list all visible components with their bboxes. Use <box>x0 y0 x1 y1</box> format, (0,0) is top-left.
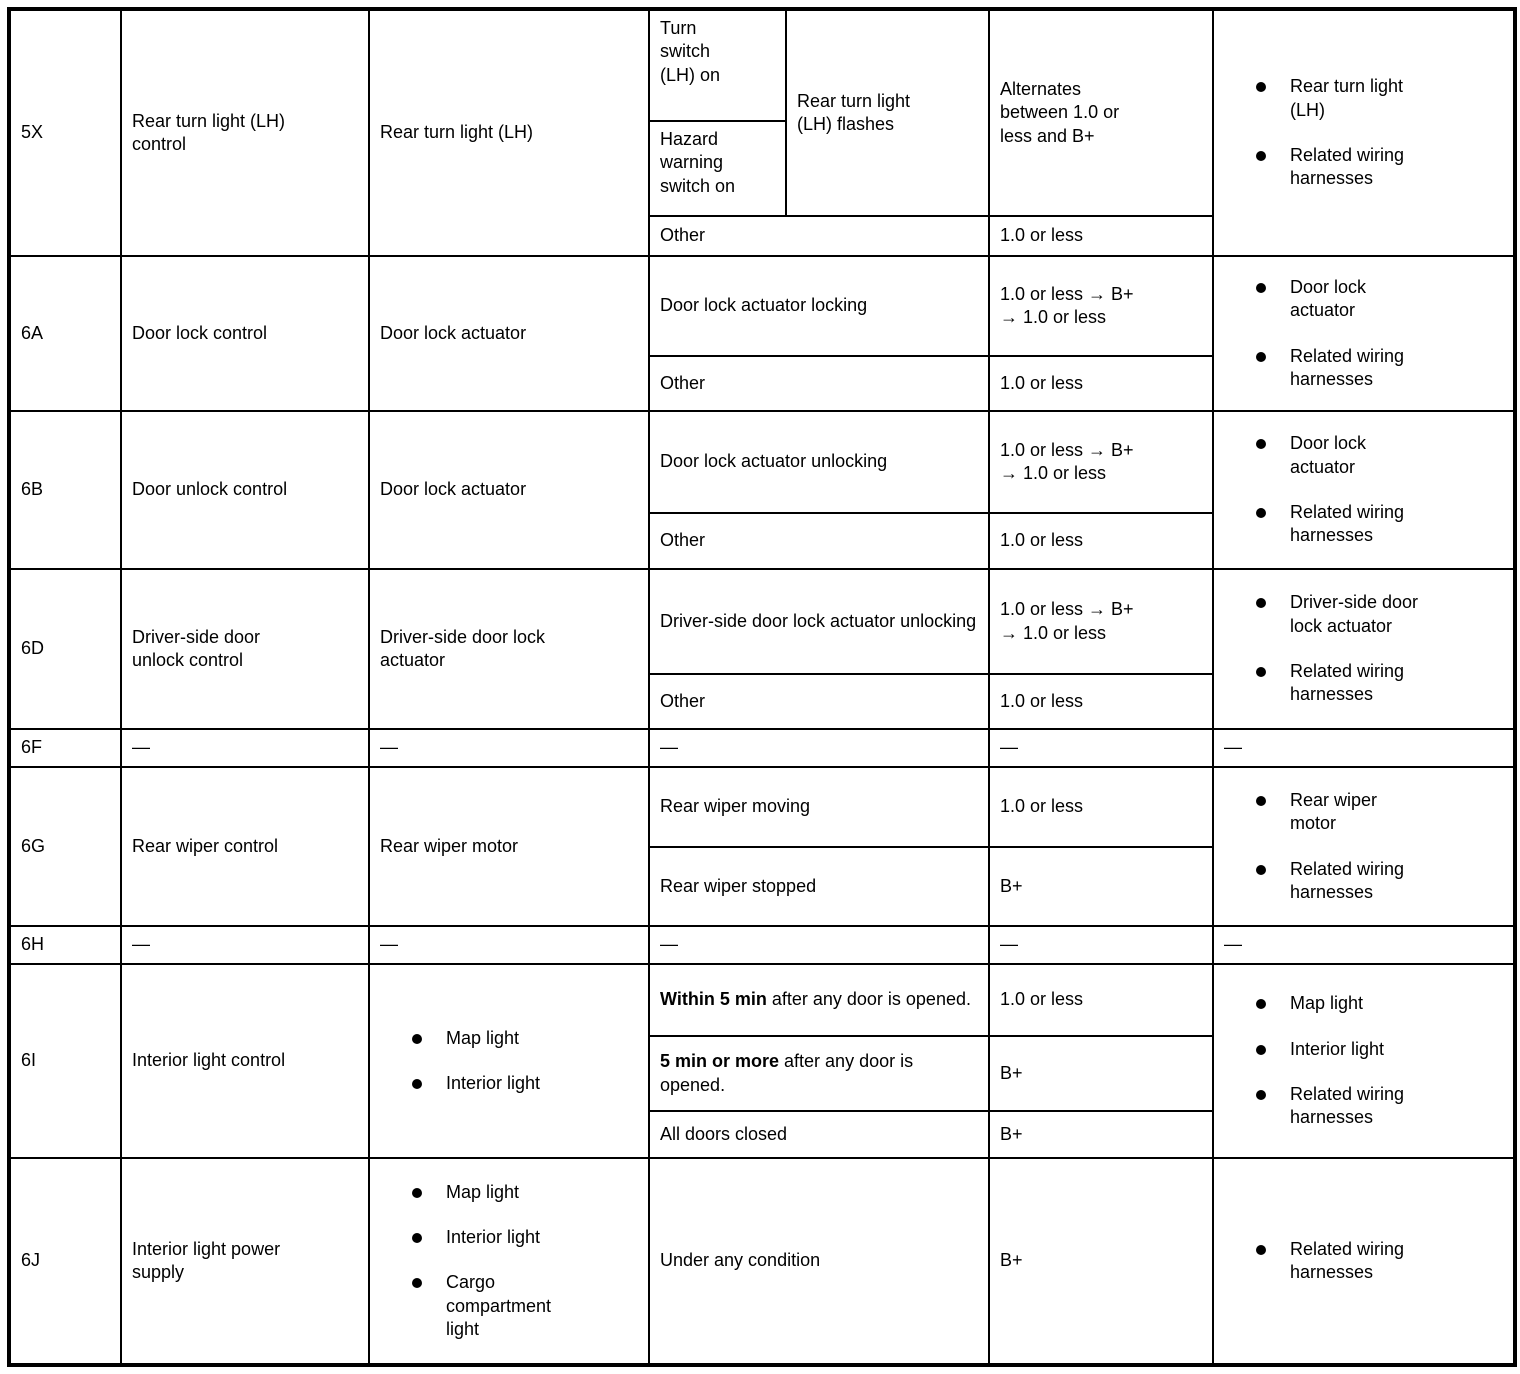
connected-to-cell: — <box>369 729 649 767</box>
condition-cell: Rear wiper stopped <box>649 847 989 926</box>
function-cell: Interior light control <box>121 964 369 1158</box>
connected-to-cell <box>369 964 649 1158</box>
list-item <box>412 1226 638 1249</box>
item-text: Related wiring harnesses <box>1290 145 1405 189</box>
item-text: Map light <box>1290 993 1364 1014</box>
bullet-icon <box>412 1233 422 1243</box>
condition-cell <box>649 121 786 216</box>
item-text: Related wiring harnesses <box>1290 661 1405 705</box>
bullet-icon <box>1256 151 1266 161</box>
bullet-icon <box>412 1079 422 1089</box>
condition-cell <box>649 964 989 1036</box>
voltage-cell: 1.0 or less <box>989 216 1213 256</box>
inspection-items-cell: — <box>1213 729 1515 767</box>
item-text: Interior light <box>446 1073 541 1093</box>
condition-cell: Other <box>649 356 989 411</box>
function-cell: — <box>121 926 369 964</box>
list-item <box>1256 591 1503 638</box>
inspection-items-cell <box>1213 411 1515 569</box>
table-row-6h <box>9 926 1515 964</box>
voltage-cell: B+ <box>989 1111 1213 1158</box>
terminal-code-cell: 6D <box>9 569 121 729</box>
connected-to-cell: Door lock actuator <box>369 256 649 411</box>
bullet-icon <box>1256 796 1266 806</box>
condition-text: after any door is opened. <box>660 1051 914 1095</box>
bullet-icon <box>1256 508 1266 518</box>
bullet-icon <box>1256 999 1266 1009</box>
table-row-6i <box>9 964 1515 1036</box>
connected-to-cell: Door lock actuator <box>369 411 649 569</box>
list-item <box>1256 660 1503 707</box>
voltage-cell: B+ <box>989 1036 1213 1111</box>
list-item <box>1256 432 1503 479</box>
function-cell <box>121 1158 369 1365</box>
list-item <box>1256 1238 1503 1285</box>
list-item <box>1256 992 1503 1015</box>
table-row-6d <box>9 569 1515 674</box>
terminal-code-cell: 6J <box>9 1158 121 1365</box>
item-text: Interior light <box>446 1226 541 1247</box>
list-item <box>1256 276 1503 323</box>
terminal-code-cell: 6B <box>9 411 121 569</box>
condition-cell: All doors closed <box>649 1111 989 1158</box>
item-text: Interior light <box>1290 1038 1385 1059</box>
voltage-text: Alternates between 1.0 or less and B+ <box>1000 78 1120 146</box>
item-text: Door lock actuator <box>1290 433 1367 477</box>
table-row-6g <box>9 767 1515 847</box>
table-row-6f <box>9 729 1515 767</box>
list-item <box>412 1027 638 1050</box>
item-text: Related wiring harnesses <box>1290 858 1405 902</box>
item-text: Related wiring harnesses <box>1290 1238 1405 1282</box>
condition-text: Rear turn light (LH) flashes <box>797 90 911 134</box>
function-cell: Door unlock control <box>121 411 369 569</box>
connected-to-cell: Rear turn light (LH) <box>369 9 649 256</box>
list-item <box>1256 75 1503 122</box>
bullet-icon <box>412 1278 422 1288</box>
condition-cell: Under any condition <box>649 1158 989 1365</box>
bullet-icon <box>412 1188 422 1198</box>
bullet-icon <box>1256 352 1266 362</box>
voltage-cell: 1.0 or less <box>989 767 1213 847</box>
table-row-6b <box>9 411 1515 513</box>
voltage-text: 1.0 or less → B+ → 1.0 or less <box>1000 439 1134 483</box>
condition-text: after any door is opened. <box>766 989 971 1010</box>
condition-bold-text: 5 min or more <box>660 1051 780 1072</box>
condition-cell: Rear wiper moving <box>649 767 989 847</box>
bullet-icon <box>1256 598 1266 608</box>
bullet-icon <box>1256 1245 1266 1255</box>
table-row-5x <box>9 9 1515 121</box>
terminal-code-cell: 6F <box>9 729 121 767</box>
connected-to-cell <box>369 1158 649 1365</box>
inspection-items-cell <box>1213 569 1515 729</box>
item-text: Rear wiper motor <box>1290 789 1378 834</box>
function-cell <box>121 569 369 729</box>
condition-cell: Door lock actuator unlocking <box>649 411 989 513</box>
item-text: Map light <box>446 1181 520 1202</box>
inspection-items-cell <box>1213 767 1515 926</box>
voltage-cell <box>989 256 1213 356</box>
condition-cell: Other <box>649 674 989 729</box>
bullet-icon <box>1256 439 1266 449</box>
voltage-cell: 1.0 or less <box>989 964 1213 1036</box>
function-cell <box>121 9 369 256</box>
table-row-6j <box>9 1158 1515 1365</box>
condition-text: Turn switch (LH) on <box>660 18 721 85</box>
terminal-code-cell: 5X <box>9 9 121 256</box>
list-item <box>412 1072 638 1095</box>
bullet-icon <box>1256 865 1266 875</box>
condition-cell <box>649 1036 989 1111</box>
bullet-icon <box>1256 1090 1266 1100</box>
list-item <box>1256 501 1503 548</box>
bullet-icon <box>412 1034 422 1044</box>
item-text: Door lock actuator <box>1290 276 1367 321</box>
bullet-icon <box>1256 1045 1266 1055</box>
function-text: Interior light power supply <box>132 1238 281 1282</box>
connected-to-cell <box>369 569 649 729</box>
list-item <box>1256 1038 1503 1061</box>
inspection-items-cell <box>1213 1158 1515 1365</box>
condition-cell: Driver-side door lock actuator unlocking <box>649 569 989 674</box>
condition-cell <box>786 9 989 216</box>
bullet-icon <box>1256 283 1266 293</box>
voltage-cell: 1.0 or less <box>989 674 1213 729</box>
function-cell: Rear wiper control <box>121 767 369 926</box>
voltage-cell <box>989 411 1213 513</box>
function-text: Driver-side door unlock control <box>132 626 261 670</box>
condition-cell: — <box>649 926 989 964</box>
terminal-voltage-table <box>7 7 1517 1367</box>
item-text: Cargo compartment light <box>446 1272 552 1340</box>
terminal-code-cell: 6A <box>9 256 121 411</box>
item-text: Related wiring harnesses <box>1290 345 1405 389</box>
voltage-cell: B+ <box>989 1158 1213 1365</box>
condition-cell: — <box>649 729 989 767</box>
voltage-text: 1.0 or less → B+ → 1.0 or less <box>1000 283 1134 327</box>
condition-cell: Other <box>649 216 989 256</box>
connected-to-cell: Rear wiper motor <box>369 767 649 926</box>
bullet-icon <box>1256 82 1266 92</box>
connected-text: Driver-side door lock actuator <box>380 626 546 670</box>
item-text: Map light <box>446 1027 520 1048</box>
terminal-code-cell: 6G <box>9 767 121 926</box>
voltage-cell: — <box>989 926 1213 964</box>
voltage-text: 1.0 or less → B+ → 1.0 or less <box>1000 599 1134 643</box>
function-cell: — <box>121 729 369 767</box>
list-item <box>412 1181 638 1204</box>
condition-cell: Other <box>649 513 989 569</box>
inspection-items-cell <box>1213 256 1515 411</box>
list-item <box>1256 144 1503 191</box>
connected-to-cell: — <box>369 926 649 964</box>
item-text: Related wiring harnesses <box>1290 1084 1405 1128</box>
inspection-items-cell <box>1213 964 1515 1158</box>
voltage-cell: B+ <box>989 847 1213 926</box>
list-item <box>1256 789 1503 836</box>
condition-cell <box>649 9 786 121</box>
function-text: Rear turn light (LH) control <box>132 110 286 154</box>
item-text: Driver-side door lock actuator <box>1290 592 1419 636</box>
list-item <box>1256 858 1503 905</box>
voltage-cell <box>989 9 1213 216</box>
item-text: Related wiring harnesses <box>1290 502 1405 546</box>
terminal-code-cell: 6I <box>9 964 121 1158</box>
voltage-cell: — <box>989 729 1213 767</box>
condition-text: Hazard warning switch on <box>660 129 736 196</box>
list-item <box>1256 1083 1503 1130</box>
voltage-cell <box>989 569 1213 674</box>
terminal-code-cell: 6H <box>9 926 121 964</box>
inspection-items-cell: — <box>1213 926 1515 964</box>
voltage-cell: 1.0 or less <box>989 513 1213 569</box>
condition-bold-text: Within 5 min <box>660 989 767 1010</box>
voltage-cell: 1.0 or less <box>989 356 1213 411</box>
list-item <box>1256 345 1503 392</box>
condition-cell: Door lock actuator locking <box>649 256 989 356</box>
function-cell: Door lock control <box>121 256 369 411</box>
table-row-6a <box>9 256 1515 356</box>
item-text: Rear turn light (LH) <box>1290 76 1404 120</box>
inspection-items-cell <box>1213 9 1515 256</box>
bullet-icon <box>1256 667 1266 677</box>
list-item <box>412 1271 638 1341</box>
